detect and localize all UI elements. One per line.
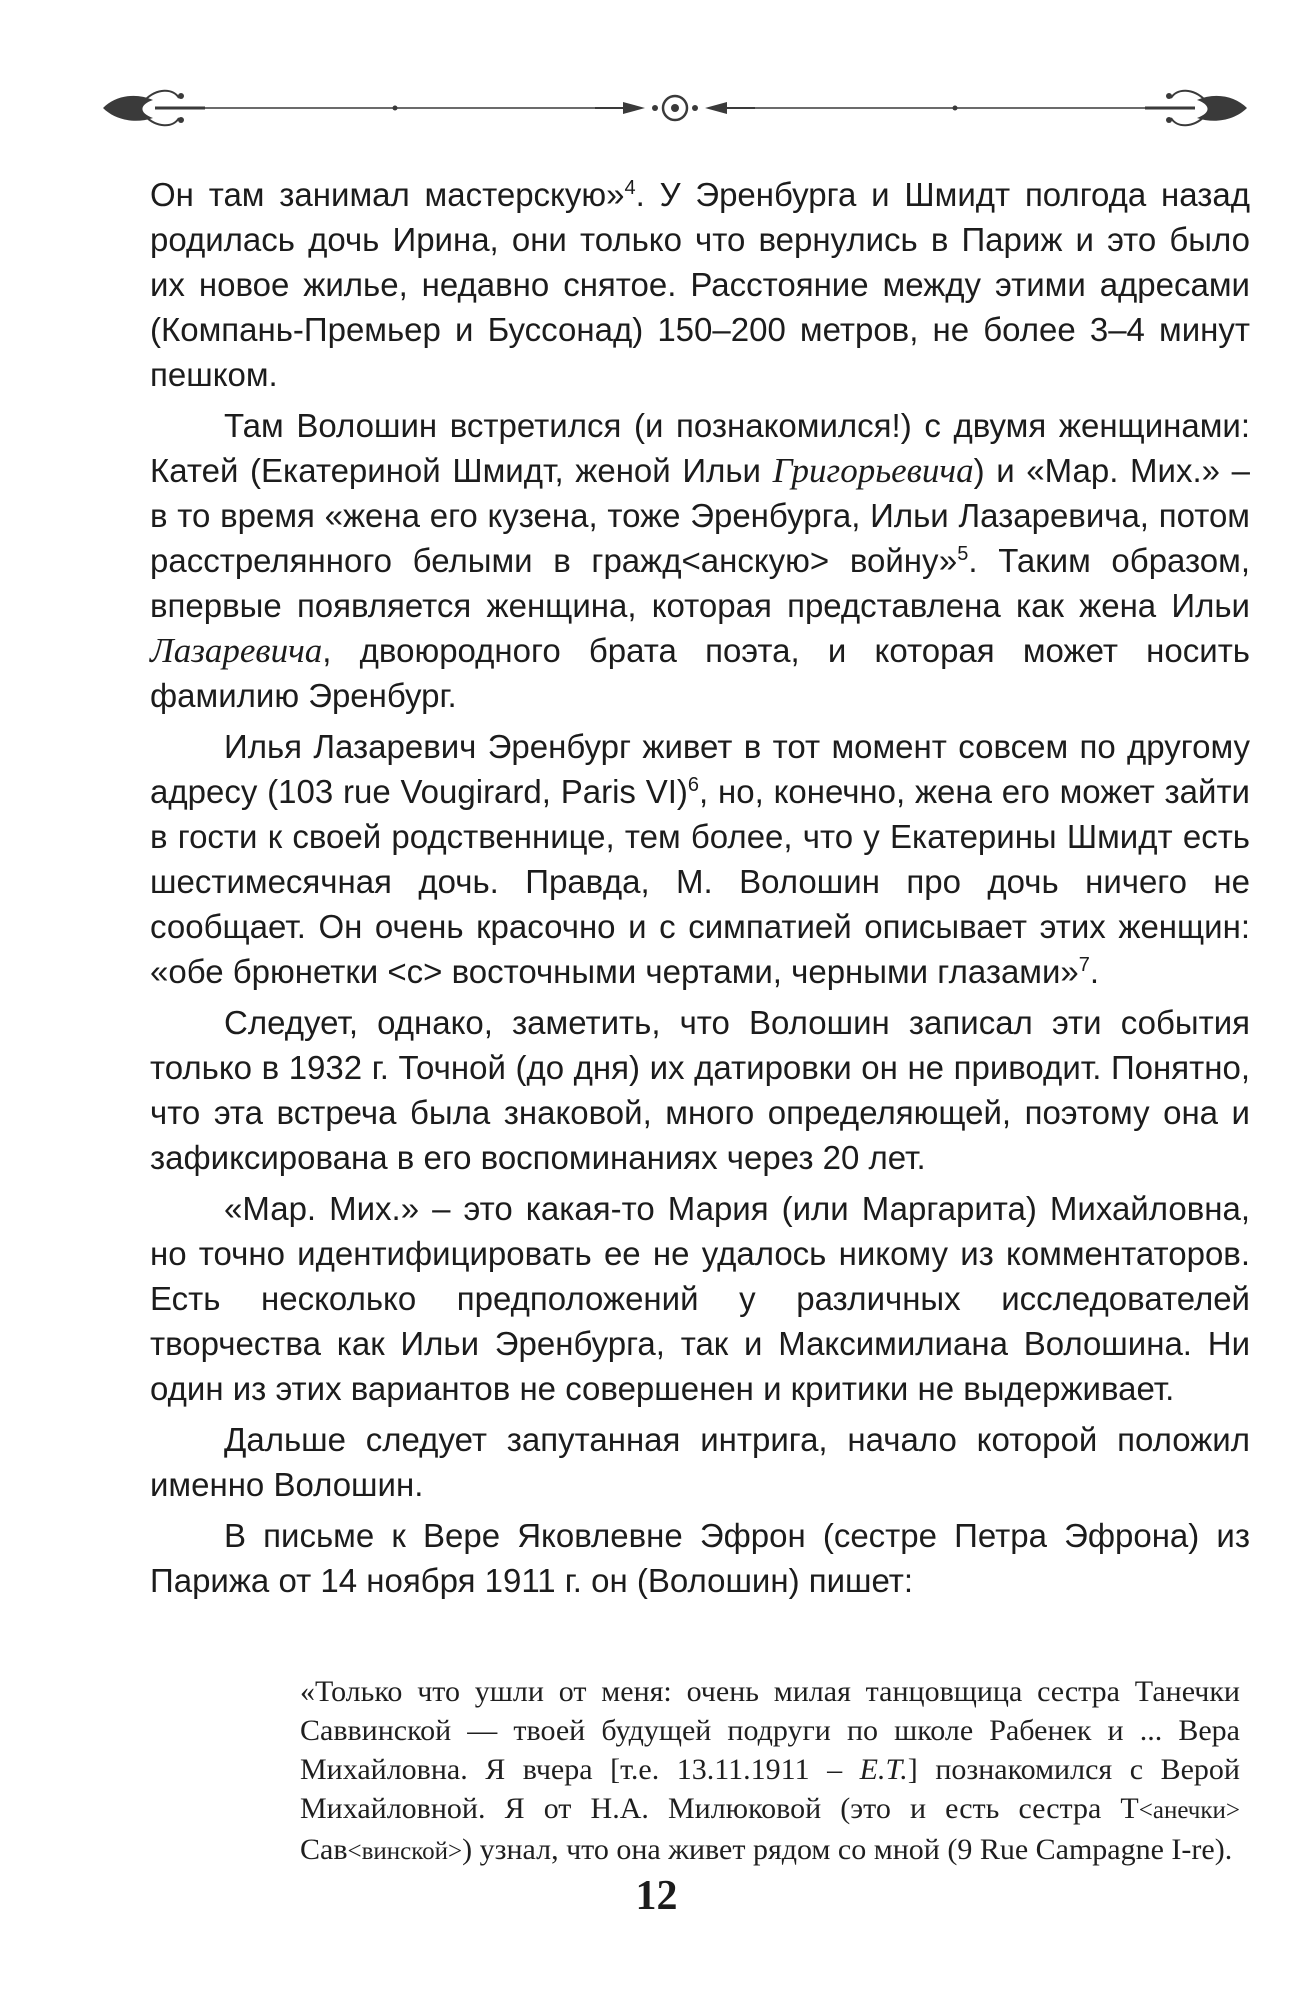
text-run: . [1089, 953, 1100, 990]
paragraph-2 [150, 403, 1250, 718]
text-run: , двоюродного брата поэта, и которая может носить фамилию Эренбург. [150, 632, 1250, 714]
text-run: Там Волошин встретился (и познакомился!) с двумя женщинами: Катей (Екатериной Шмидт, женой Ильи [150, 407, 1250, 489]
text-run: Он там занимал мастерскую» [150, 176, 625, 213]
text-run: Сав [300, 1833, 348, 1866]
text-run: . У Эренбурга и Шмидт полгода назад родилась дочь Ирина, они только что вернулись в Париж и это было их новое жилье, недавно снятое. Расстояние между этими адресами (Компань-Премьер и Буссонад) 150–200 метров, не более 3–4 минут пешком. [150, 176, 1250, 393]
page-body [150, 172, 1250, 1603]
text-run: ] познакомился с Верой Михайловной. Я от Н.А. Милюковой (это и есть сестра Т [300, 1753, 1240, 1825]
paragraph-7: В письме к Вере Яковлевне Эфрон (сестре Петра Эфрона) из Парижа от 14 ноября 1911 г. он (Волошин) пишет: [150, 1517, 1250, 1599]
text-run: ) узнал, что она живет рядом со мной (9 Rue Campagne I-re). [462, 1833, 1233, 1866]
block-quote [300, 1672, 1240, 1871]
italic-text: Лазаревича [150, 631, 323, 670]
ornamental-divider-icon [95, 78, 1255, 148]
footnote-ref: 6 [687, 774, 700, 796]
footnote-ref: 4 [624, 177, 636, 199]
small-text: <винской> [347, 1838, 463, 1865]
paragraph-1 [150, 172, 1250, 397]
text-run: . Таким образом, впервые появляется женщина, которая представлена как жена Ильи [150, 542, 1250, 624]
paragraph-6: Дальше следует запутанная интрига, начало которой положил именно Волошин. [150, 1421, 1250, 1503]
footnote-ref: 5 [957, 543, 969, 565]
page-number: 12 [635, 1873, 678, 1919]
text-run: , но, конечно, жена его может зайти в гости к своей родственнице, тем более, что у Екатерины Шмидт есть шестимесячная дочь. Правда, М. Волошин про дочь ничего не сообщает. Он очень красочно и с симпатией описывает этих женщин: «обе брюнетки <с> восточными чертами, черными глазами» [150, 773, 1250, 990]
footnote-ref: 7 [1078, 954, 1090, 976]
paragraph-5: «Мар. Мих.» – это какая-то Мария (или Маргарита) Михайловна, но точно идентифицировать ее не удалось никому из комментаторов. Есть несколько предположений у различных исследователей творчества как Ильи Эренбурга, так и Максимилиана Волошина. Ни один из этих вариантов не совершенен и критики не выдерживает. [150, 1190, 1250, 1407]
paragraph-3 [150, 724, 1250, 994]
text-run: ) и «Мар. Мих.» – в то время «жена его кузена, тоже Эренбурга, Ильи Лазаревича, потом расстрелянного белыми в гражд<анскую> войну» [150, 452, 1250, 579]
italic-text: Е.Т. [859, 1753, 908, 1786]
paragraph-4: Следует, однако, заметить, что Волошин записал эти события только в 1932 г. Точной (до дня) их датировки он не приводит. Понятно, что эта встреча была знаковой, много определяющей, поэтому она и зафиксирована в его воспоминаниях через 20 лет. [150, 1004, 1250, 1176]
italic-text: Григорьевича [772, 451, 974, 490]
text-run: Илья Лазаревич Эренбург живет в тот момент совсем по другому адресу (103 rue Vougirard, Paris VI) [150, 728, 1250, 810]
text-run: «Только что ушли от меня: очень милая танцовщица сестра Танечки Саввинской — твоей будущей подруги по школе Рабенек и ... Вера Михайловна. Я вчера [т.е. 13.11.1911 – [300, 1675, 1240, 1786]
small-text: <анечки> [1138, 1797, 1240, 1824]
